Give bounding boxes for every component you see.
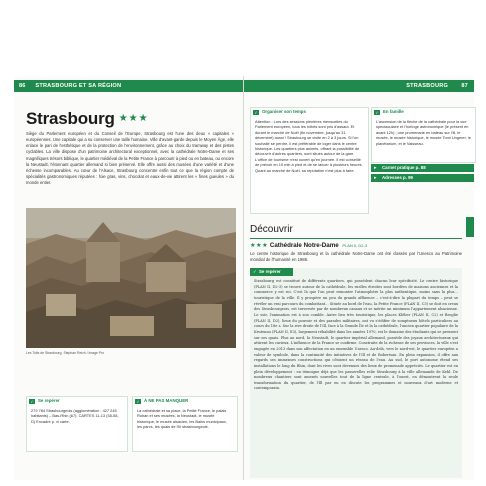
photo-caption: Les Toits de Strasbourg. Stephan Reich / Image Pro: [26, 351, 105, 355]
section-title-left: STRASBOURG ET SA RÉGION: [35, 83, 122, 89]
organiser-text: Attention : Lors des sessions plénières mensuelles du Parlement européen, tous les hôtels sont pris d'assaut. Et durant le marché de Noël (fin novembre, jusqu'au 31 décembre) aussi ! Strasbourg se visite en 2 à 3 jours. Si l'on souhaite se perdre, il est préférable de loger dans le centre historique. Les quartiers plus animés, offrant la possibilité de découvrir d'autres quartiers, sont situés autour de la gare. L'office de tourisme n'est ouvert qu'en journée. Il est conseillé de prévoir en 10 min à pied et de se lancer à plusieurs heures. Quant au marché de Noël, sa réputation n'est plus à faire.: [255, 119, 363, 173]
cathedrale-heading: [250, 242, 367, 249]
cathedrale-description: Le centre historique de Strasbourg et la cathédrale Notre-Dame ont été classés par l'Unesco au Patrimoine mondial de l'humanité en 1988.: [250, 251, 462, 263]
se-reperer-header: [250, 268, 293, 276]
checkmark-icon: ✓: [375, 109, 379, 115]
title-text: Strasbourg: [26, 109, 115, 128]
se-reperer-label: Se repérer: [259, 269, 281, 274]
ne-pas-manquer-box: [132, 396, 238, 452]
running-header-left: [14, 80, 243, 92]
organiser-box-header: [251, 108, 368, 116]
organiser-box: [250, 107, 369, 214]
adresses-link[interactable]: [371, 174, 474, 182]
situer-text: 279 784 Strasbourgeois (agglomération : 427 245 habitants) – Bas-Rhin (67). CARTES 11-13 (38-58, D) Encadré p. xi carte.: [31, 408, 119, 424]
famille-label: En famille: [383, 109, 404, 114]
situer-box: [26, 396, 128, 452]
checkmark-icon: ✓: [253, 269, 257, 274]
se-reperer-text: Strasbourg est constitué de différents quartiers, qui possèdent chacun leur spécificité. Le centre historique (PLAN II, D2-3) se trouve autour de la cathédrale, les ruelles étroites sont bordées de maisons anciennes et la commerce y est roi. C'est là que l'on peut remonter l'atmosphère la plus authentique, moins sans la plus… touristique de la ville. Il y prospère un peu du grands affluence – c'est-à-dire la plupart du temps – peut se révéler un vrai parcours du combattant… Située au bord de l'eau, la Petite France (PLAN II, C3) se doit en creux des Strasbourgeois, est traversée par de nombreux canaux et se mérite un minimum l'appartement alsacienne. Le soir, l'animation est à son comble. Autre lieu très touristique, les places Kléber (PLAN II, C2) et Broglie (PLAN II, D2), lieux du pouvoir et des parades militaires, ont vu s'édifier de somptueux hôtels particuliers au cours du 18e s. Sur la rive droite de l'Ill, face à la Grande Île et la la cathédrale, l'ancien quartier populaire de la Krutenau (PLAN II, E3), largement réhabilité dans les années 1970, est le domaine des étudiants qui se pressent sur ses quais. Plus au nord, la Neustadt, le quartier impérial allemand, possède des joyaux architecturaux qui attirent les curieux. L'influence de la France se confirme. Construite de la richesse de ses provinces, la ville s'est engagée en 2013 dans son affectation en un ensemble Unesco. Au-delà, vers le nord-est, le quartier européen a valeur de symbole, dans la continuité des initiatives de l'Ill et de Robertsau. En plein expansion, il offre aux regards ses immenses constructions qui côtoient un réseau de l'eau. Au sud, le port autonome étend ses installations le long du Rhin, dont les rives sont devenues des lieux de promenade appréciés. Le quartier est en plein développement : en témoigne déjà que les passerelles relie Strasbourg à la ville allemande de Kehl. De nombreux chantiers sont amenés nouvelles tout de la ligne centrale, à l'ouest, en démontrent la seule transformation du quartier, de l'Ill par en en discute les programmes et nouveaux d'art moderne et contemporain.: [254, 279, 458, 391]
cathedrale-name: Cathédrale Notre-Dame: [269, 242, 339, 249]
ne-pas-manquer-header: [133, 397, 237, 405]
page-title: [26, 109, 149, 129]
famille-box: [371, 107, 476, 163]
plan-reference: PLAN II, D2-3: [342, 243, 368, 248]
carnet-pratique-link[interactable]: [371, 164, 474, 172]
checkmark-icon: ✓: [136, 398, 140, 404]
adresses-label: Adresses p. 99: [382, 175, 413, 180]
section-title-right: STRASBOURG: [406, 83, 448, 89]
page-gutter: [243, 76, 244, 480]
decouvrir-heading: Découvrir: [250, 224, 293, 235]
chapter-thumb-tab: [466, 217, 474, 237]
checkmark-icon: ✓: [254, 109, 258, 115]
rating-stars-icon: ★★★: [118, 113, 149, 124]
famille-text: L'ascension de la flèche de la cathédrale pour la vue spectaculaire et l'horloge astronomique (le présent en avant 12h) ; une promenade en bateau sur l'Ill, le musée, le musée historique, le musée Tomi Ungerer, le planétarium, et le Vaisseau.: [376, 119, 471, 146]
running-header-right: [244, 80, 474, 92]
checkmark-icon: ✓: [30, 398, 34, 404]
intro-paragraph: Siège du Parlement européen et du Conseil de l'Europe, Strasbourg est l'une des deux « capitales » européennes. Une capitale qui a su conserver une taille humaine. Ville d'avant-garde depuis le Moyen Âge, elle enlace le pari de l'esthétique et de la protection de l'environnement, grâce au choix du tramway et des pistes cyclables. La ville dispose d'un patrimoine architectural exceptionnel, avec la cathédrale Notre-Dame et ses magnifiques trésors biblique, le quartier médiéval de la Petite France à parcourir à pied ou en bateau, ou encore la Neustadt, l'étonnant quartier allemand si bien préservé. Elle offre aussi des musées d'une variété et d'une richesse incomparables. Au cœur de l'Alsace, Strasbourg concentre enfin tout ce que la région compte de spécialités gastronomiques réputées : foie gras, vins, chocolat et eaux-de-vie attirent les « fines gueules » du monde entier.: [26, 131, 234, 186]
rating-stars-icon: ★★★: [250, 242, 269, 249]
organiser-label: Organiser son temps: [262, 109, 306, 114]
page-number-right: 87: [461, 83, 468, 89]
ne-pas-manquer-text: La cathédrale et sa place, la Petite France, le palais Rohan et ses musées, la Neustadt, le musée historique, le musée alsacien, les Bains municipaux, les parcs, les quais de l'Ill strasbourgeois.: [137, 408, 227, 430]
arrow-right-icon: ▸: [374, 165, 377, 171]
section-divider: [250, 238, 462, 239]
page-number-left: 86: [19, 83, 26, 89]
city-rooftops-illustration: [26, 208, 236, 348]
situer-box-header: [27, 397, 127, 405]
carnet-pratique-label: Carnet pratique p. 88: [382, 165, 426, 170]
se-reperer-box: [250, 268, 462, 478]
situer-label: Se repérer: [38, 398, 60, 403]
arrow-right-icon: ▸: [374, 175, 377, 181]
rooftops-photo: [26, 208, 236, 348]
ne-pas-manquer-label: À NE PAS MANQUER: [144, 398, 189, 403]
famille-box-header: [372, 108, 475, 116]
